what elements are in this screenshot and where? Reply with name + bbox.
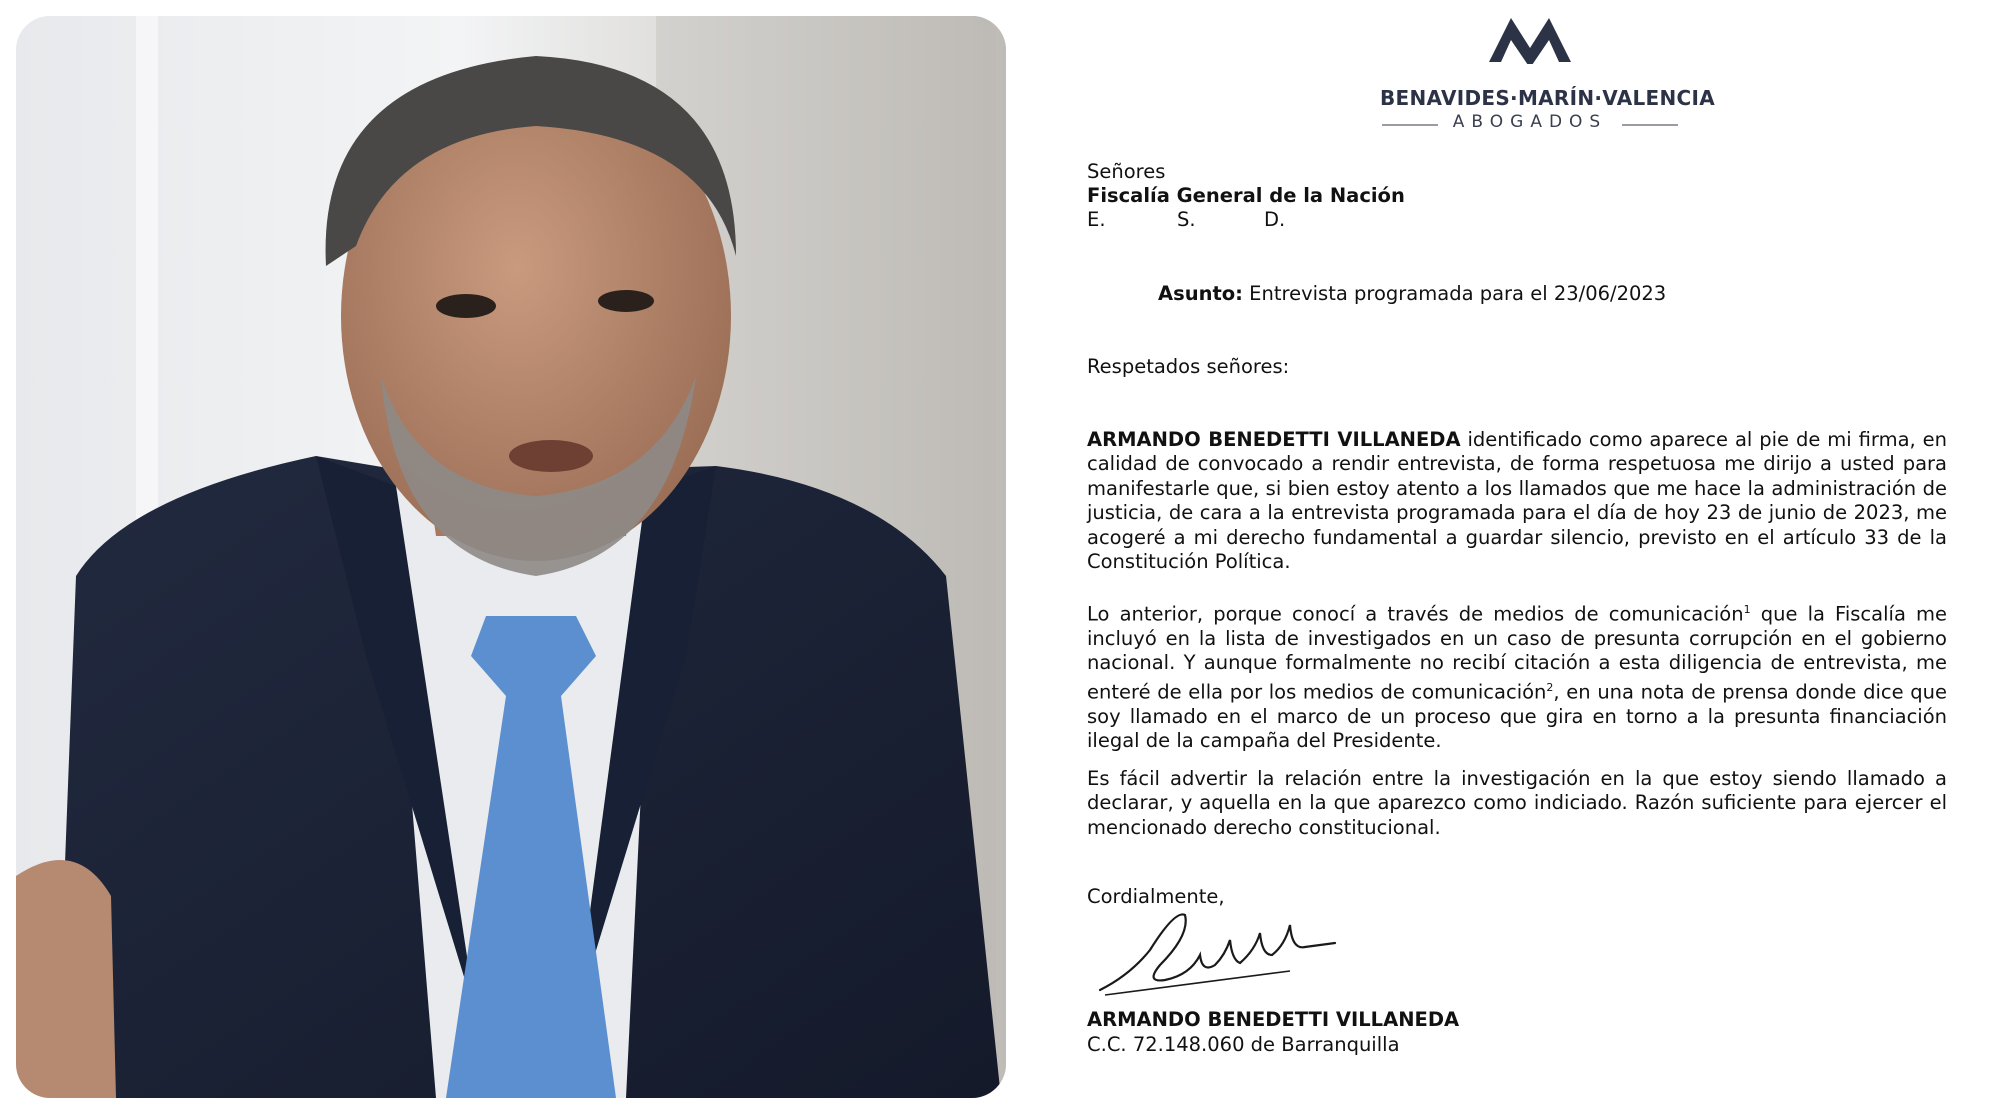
paragraph-2 <box>1087 598 1947 753</box>
esd-s: S. <box>1177 208 1196 231</box>
signer-name: ARMANDO BENEDETTI VILLANEDA <box>1087 1008 1460 1031</box>
firm-subtitle: ABOGADOS <box>1452 112 1608 132</box>
paragraph-2-text-c: , en una nota de prensa donde dice que soy llamado en el marco de un proceso que gira en torno a la presunta financiación ilegal de la campaña del Presidente. <box>1087 680 1947 753</box>
firm-name: BENAVIDES·MARÍN·VALENCIA <box>1380 86 1716 110</box>
mountain-m-icon <box>1487 14 1573 64</box>
paragraph-3: Es fácil advertir la relación entre la investigación en la que estoy siendo llamado a declarar, y aquella en la que aparezco como indiciado. Razón suficiente para ejercer el mencionado derecho constitucional. <box>1087 767 1947 839</box>
subject-line <box>1158 282 1666 306</box>
signer-id: C.C. 72.148.060 de Barranquilla <box>1087 1033 1400 1056</box>
paragraph-2-text-a: Lo anterior, porque conocí a través de medios de comunicación <box>1087 602 1744 626</box>
footnote-2: 2 <box>1546 680 1554 694</box>
subject-label: Asunto: <box>1158 282 1243 305</box>
portrait-photo <box>16 16 1006 1098</box>
law-firm-logo <box>1380 8 1716 132</box>
paragraph-1-text: identificado como aparece al pie de mi firma, en calidad de convocado a rendir entrevista, de forma respetuosa me dirijo a usted para manifestarle que, si bien estoy atento a los llamados que me hace la administración de justicia, de cara a la entrevista programada para el día de hoy 23 de junio de 2023, me acogeré a mi derecho fundamental a guardar silencio, previsto en el artículo 33 de la Constitución Política. <box>1087 428 1948 574</box>
letter <box>1040 0 1980 1100</box>
salutation-to: Señores <box>1087 160 1166 183</box>
closing: Cordialmente, <box>1087 885 1225 908</box>
footnote-1: 1 <box>1743 603 1751 616</box>
esd-e: E. <box>1087 208 1106 231</box>
greeting: Respetados señores: <box>1087 355 1290 378</box>
divider <box>1622 124 1678 126</box>
sender-name: ARMANDO BENEDETTI VILLANEDA <box>1087 428 1461 451</box>
handwritten-signature <box>1090 895 1340 1005</box>
subject-text: Entrevista programada para el 23/06/2023 <box>1242 282 1667 305</box>
paragraph-1 <box>1087 428 1947 574</box>
hand <box>16 860 116 1098</box>
paragraph-2-text-b: que la Fiscalía me incluyó en la lista de investigados en un caso de presunta corrupción en el gobierno nacional. Y aunque formalmente no recibí citación a esta diligencia de entrevista, me enteré de ella por los medios de comunicación <box>1087 602 1948 704</box>
portrait-illustration <box>16 16 1006 1098</box>
recipient: Fiscalía General de la Nación <box>1087 184 1405 207</box>
esd-d: D. <box>1264 208 1286 231</box>
